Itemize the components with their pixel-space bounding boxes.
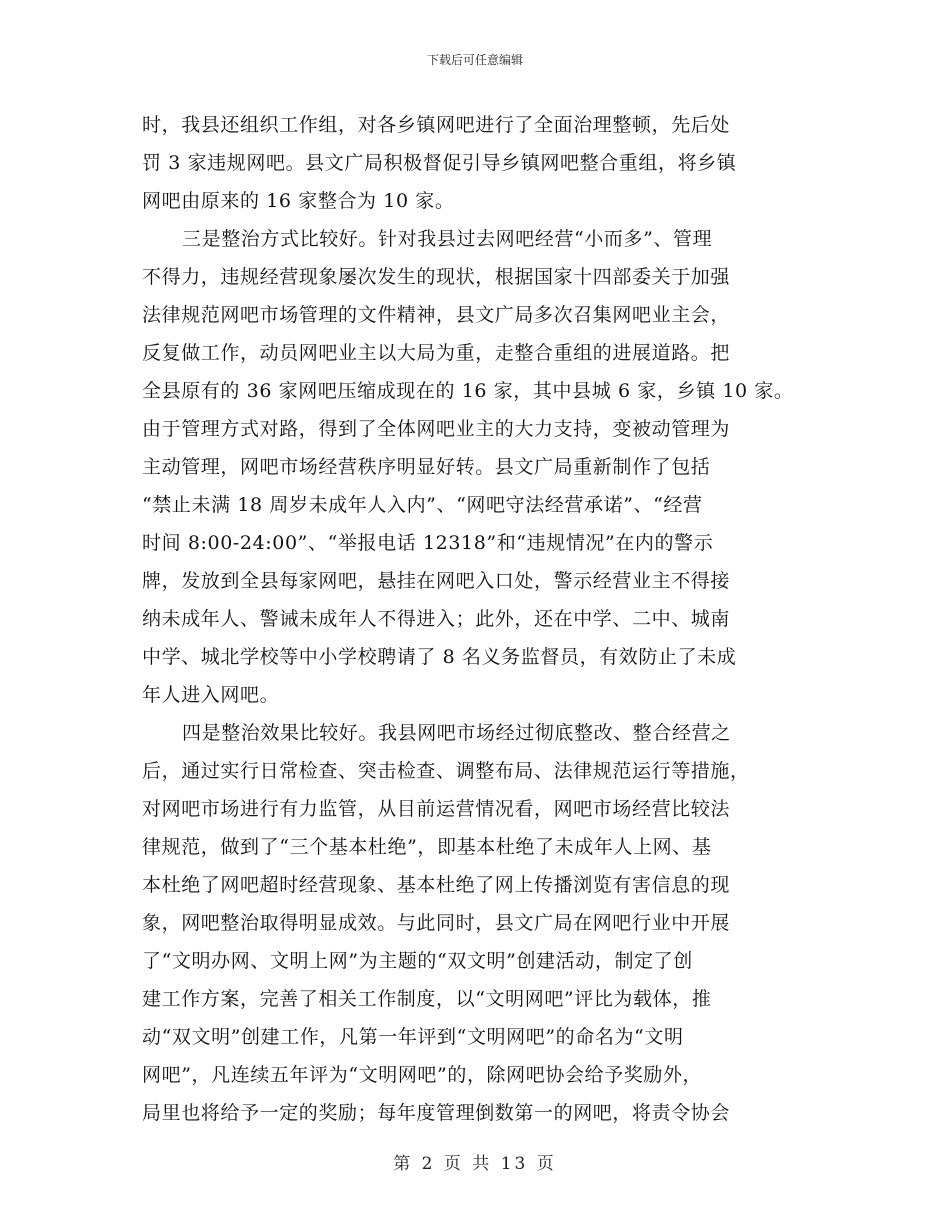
text-line: 主动管理，网吧市场经营秩序明显好转。县文广局重新制作了包括 <box>142 456 711 478</box>
paragraph-continuation <box>142 106 812 220</box>
text-line: 不得力，违规经营现象屡次发生的现状，根据国家十四部委关于加强 <box>142 266 731 288</box>
text-line: 局里也将给予一定的奖励；每年度管理倒数第一的网吧，将责令协会 <box>142 1102 731 1124</box>
text-line: 后，通过实行日常检查、突击检查、调整布局、法律规范运行等措施， <box>142 760 750 782</box>
text-line: 法律规范网吧市场管理的文件精神，县文广局多次召集网吧业主会， <box>142 304 731 326</box>
text-line: 本杜绝了网吧超时经营现象、基本杜绝了网上传播浏览有害信息的现 <box>142 874 731 896</box>
text-line: 三是整治方式比较好。针对我县过去网吧经营“小而多”、管理 <box>182 228 713 250</box>
text-line: 纳未成年人、警诫未成年人不得进入；此外，还在中学、二中、城南 <box>142 608 731 630</box>
text-line: 中学、城北学校等中小学校聘请了 8 名义务监督员，有效防止了未成 <box>142 646 737 668</box>
text-line: “禁止未满 18 周岁未成年人入内”、“网吧守法经营承诺”、“经营 <box>142 494 703 516</box>
text-line: 了“文明办网、文明上网”为主题的“双文明”创建活动，制定了创 <box>142 950 693 972</box>
text-line: 网吧”，凡连续五年评为“文明网吧”的，除网吧协会给予奖励外， <box>142 1064 703 1086</box>
document-body <box>142 106 812 1132</box>
text-line: 网吧由原来的 16 家整合为 10 家。 <box>142 190 455 212</box>
text-line: 对网吧市场进行有力监管，从目前运营情况看，网吧市场经营比较法 <box>142 798 731 820</box>
text-line: 牌，发放到全县每家网吧，悬挂在网吧入口处，警示经营业主不得接 <box>142 570 731 592</box>
text-line: 时间 8:00-24:00”、“举报电话 12318”和“违规情况”在内的警示 <box>142 532 714 554</box>
text-line: 律规范，做到了“三个基本杜绝”，即基本杜绝了未成年人上网、基 <box>142 836 712 858</box>
page-header: 下载后可任意编辑 <box>426 53 523 67</box>
paragraph-management-effect <box>142 714 812 1132</box>
text-line: 时，我县还组织工作组，对各乡镇网吧进行了全面治理整顿，先后处 <box>142 114 731 136</box>
text-line: 罚 3 家违规网吧。县文广局积极督促引导乡镇网吧整合重组，将乡镇 <box>142 152 737 174</box>
page-number-footer: 第 2 页 共 13 页 <box>393 1154 557 1174</box>
text-line: 年人进入网吧。 <box>142 684 280 706</box>
text-line: 全县原有的 36 家网吧压缩成现在的 16 家，其中县城 6 家，乡镇 10 家。 <box>142 380 794 402</box>
text-line: 建工作方案，完善了相关工作制度，以“文明网吧”评比为载体，推 <box>142 988 712 1010</box>
text-line: 四是整治效果比较好。我县网吧市场经过彻底整改、整合经营之 <box>182 722 731 744</box>
text-line: 象，网吧整治取得明显成效。与此同时，县文广局在网吧行业中开展 <box>142 912 731 934</box>
text-line: 反复做工作，动员网吧业主以大局为重，走整合重组的进展道路。把 <box>142 342 731 364</box>
text-line: 动“双文明”创建工作，凡第一年评到“文明网吧”的命名为“文明 <box>142 1026 684 1048</box>
paragraph-management-method <box>142 220 812 714</box>
text-line: 由于管理方式对路，得到了全体网吧业主的大力支持，变被动管理为 <box>142 418 731 440</box>
